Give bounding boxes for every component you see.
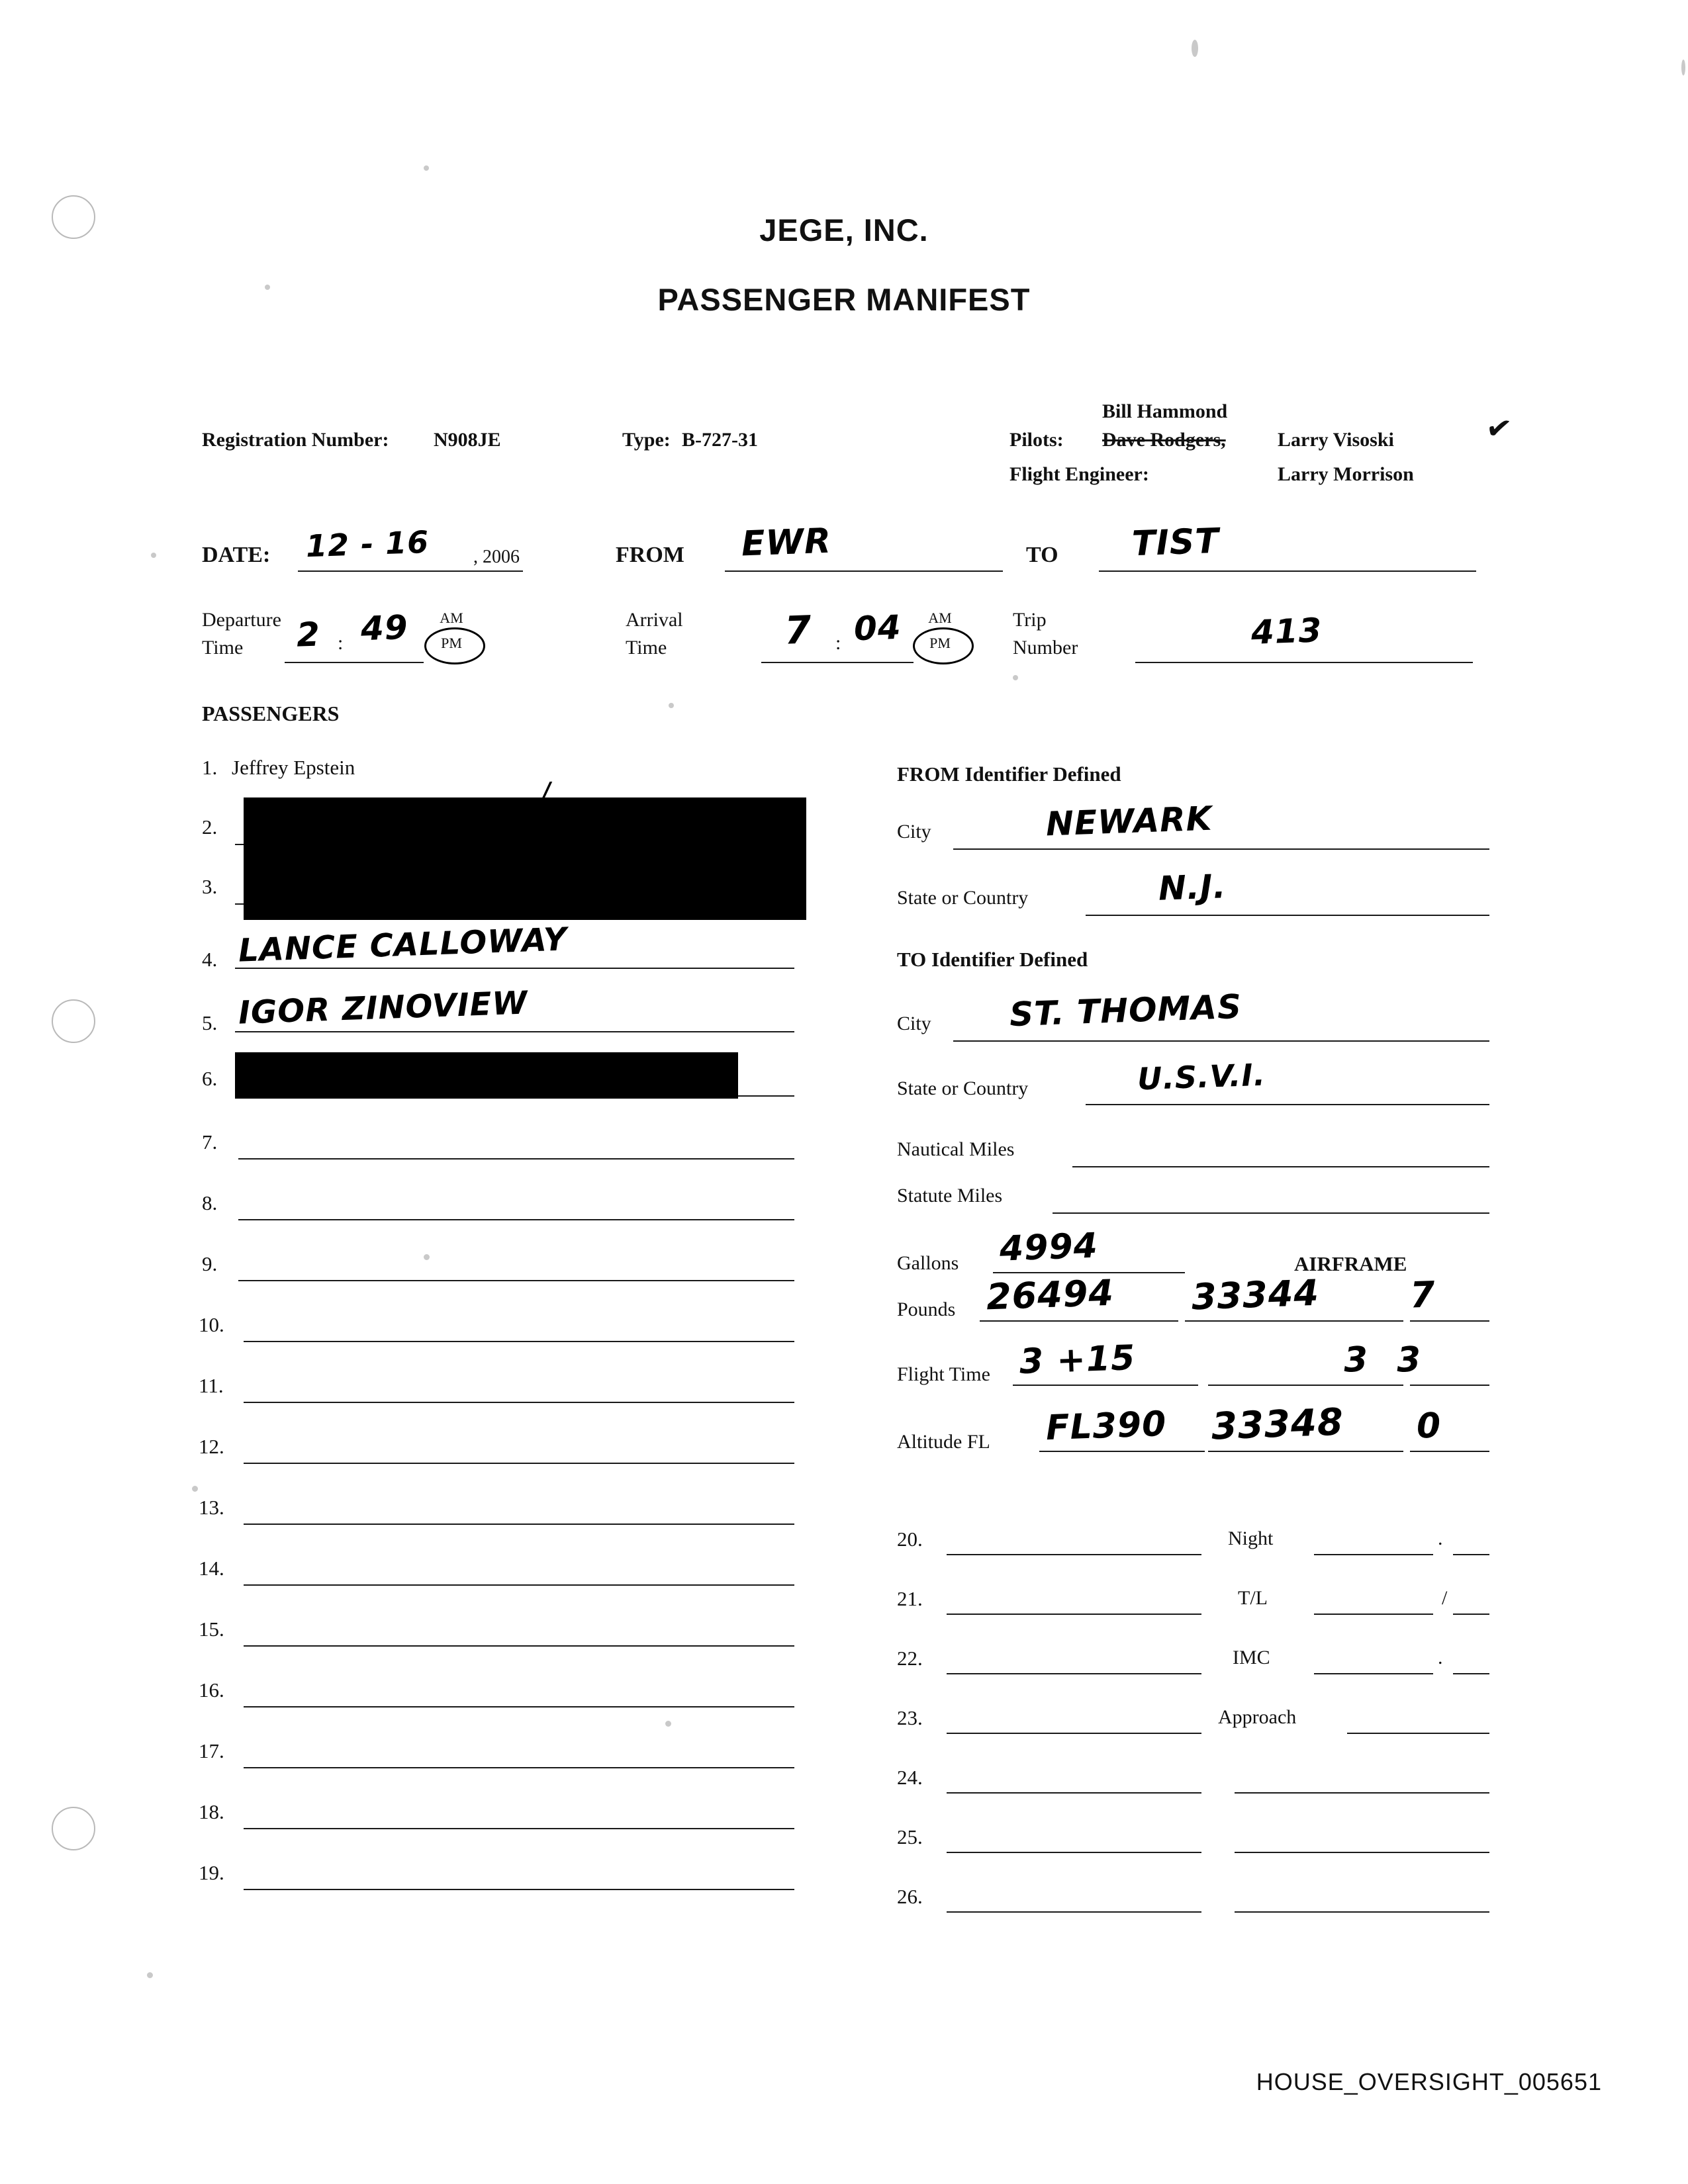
passenger-number: 8. [202, 1191, 218, 1214]
to-state-rule [1086, 1104, 1489, 1105]
date-value: 12 - 16 [305, 523, 430, 565]
pilots-label: Pilots: [1009, 429, 1064, 451]
passengers-heading: PASSENGERS [202, 702, 340, 725]
passenger-rule [238, 1280, 794, 1281]
passenger-name: IGOR ZINOVIEW [238, 984, 529, 1032]
hole-punch-middle [52, 999, 95, 1043]
pounds-airframe-dec-rule [1410, 1320, 1489, 1322]
passenger-rule-right [1235, 1792, 1489, 1794]
night-decimal-dot: . [1438, 1527, 1443, 1549]
statute-miles-rule [1053, 1212, 1489, 1214]
pilot-second-name: Larry Visoski [1278, 429, 1394, 451]
nautical-miles-label: Nautical Miles [897, 1138, 1015, 1160]
date-rule [298, 570, 523, 572]
scan-speck [424, 1254, 430, 1260]
departure-colon: : [338, 632, 344, 654]
tl-slash: / [1442, 1587, 1448, 1609]
passenger-rule [947, 1911, 1201, 1913]
to-city-label: City [897, 1013, 931, 1034]
flight-time-airframe-decimal: 3 [1395, 1340, 1423, 1381]
date-year: , 2006 [473, 547, 520, 567]
type-label: Type: [622, 429, 671, 451]
departure-label-line1: Departure [202, 609, 281, 631]
flight-time-value: 3 +15 [1019, 1338, 1137, 1383]
altitude-airframe-decimal: 0 [1415, 1406, 1442, 1447]
flight-engineer-label: Flight Engineer: [1009, 463, 1149, 485]
to-identifier-heading: TO Identifier Defined [897, 948, 1088, 971]
arrival-label-line1: Arrival [626, 609, 683, 631]
flight-time-rule [1013, 1385, 1198, 1386]
passenger-rule [947, 1792, 1201, 1794]
pilot-top-name: Bill Hammond [1102, 400, 1228, 422]
passenger-number: 18. [199, 1800, 224, 1823]
from-value: EWR [740, 521, 832, 565]
scan-speck [424, 165, 429, 171]
passenger-rule [235, 1031, 794, 1032]
scan-speck [147, 1972, 153, 1978]
passenger-number: 17. [199, 1739, 224, 1762]
scan-speck [151, 553, 156, 558]
redaction-block [244, 797, 806, 920]
arrival-rule [761, 662, 914, 663]
departure-am-label: AM [440, 610, 463, 626]
redaction-block [235, 1052, 738, 1099]
registration-label: Registration Number: [202, 429, 389, 451]
from-city-value: NEWARK [1045, 799, 1213, 844]
flight-time-airframe-dec-rule [1410, 1385, 1489, 1386]
flight-engineer-value: Larry Morrison [1278, 463, 1414, 485]
passenger-number: 19. [199, 1861, 224, 1884]
passenger-number: 7. [202, 1130, 218, 1154]
passenger-number: 10. [199, 1313, 224, 1336]
passenger-number: 3. [202, 875, 218, 898]
to-city-value: ST. THOMAS [1009, 987, 1243, 1034]
approach-rule [1347, 1733, 1489, 1734]
passenger-number: 2. [202, 815, 218, 839]
from-city-label: City [897, 821, 931, 842]
night-dec-rule [1453, 1554, 1489, 1555]
passenger-number: 14. [199, 1557, 224, 1580]
night-label: Night [1228, 1527, 1274, 1549]
trip-rule [1135, 662, 1473, 663]
passenger-number: 16. [199, 1678, 224, 1702]
altitude-value: FL390 [1045, 1404, 1168, 1449]
passenger-number: 22. [897, 1647, 923, 1670]
imc-rule [1314, 1673, 1433, 1674]
passenger-number: 13. [199, 1496, 224, 1519]
date-label: DATE: [202, 543, 271, 567]
from-city-rule [953, 848, 1489, 850]
passenger-rule [947, 1673, 1201, 1674]
passenger-number: 4. [202, 948, 218, 971]
arrival-pm-circle [913, 627, 974, 664]
altitude-airframe-value: 33348 [1210, 1400, 1344, 1449]
pounds-airframe-value: 33344 [1190, 1271, 1320, 1318]
arrival-pm-label: PM [929, 635, 951, 651]
pounds-airframe-decimal: 7 [1409, 1273, 1436, 1316]
gallons-value: 4994 [998, 1226, 1099, 1269]
passenger-name: Jeffrey Epstein [232, 756, 355, 779]
flight-time-label: Flight Time [897, 1363, 990, 1385]
passenger-rule [947, 1852, 1201, 1853]
passenger-rule [244, 1341, 794, 1342]
tl-label: T/L [1238, 1587, 1268, 1609]
passenger-number: 12. [199, 1435, 224, 1458]
passenger-rule [238, 1158, 794, 1160]
passenger-number: 15. [199, 1617, 224, 1641]
altitude-airframe-rule [1208, 1451, 1403, 1452]
passenger-number: 9. [202, 1252, 218, 1275]
departure-pm-label: PM [441, 635, 462, 651]
pounds-value: 26494 [985, 1271, 1115, 1318]
from-identifier-heading: FROM Identifier Defined [897, 762, 1121, 786]
to-rule [1099, 570, 1476, 572]
passenger-rule [235, 968, 794, 969]
tl-rule [1314, 1614, 1433, 1615]
arrival-minute: 04 [853, 608, 902, 649]
nautical-miles-rule [1072, 1166, 1489, 1167]
altitude-rule [1039, 1451, 1205, 1452]
passenger-rule [947, 1614, 1201, 1615]
from-label: FROM [616, 543, 684, 567]
arrival-label-line2: Time [626, 637, 667, 659]
from-state-rule [1086, 915, 1489, 916]
approach-label: Approach [1218, 1706, 1297, 1728]
passenger-number: 20. [897, 1527, 923, 1551]
stray-mark: / [542, 777, 553, 805]
scan-speck [665, 1721, 671, 1727]
scan-speck [1013, 675, 1018, 680]
passenger-rule [244, 1767, 794, 1768]
pounds-rule [980, 1320, 1178, 1322]
scan-speck [669, 703, 674, 708]
gallons-label: Gallons [897, 1252, 959, 1274]
document-footer-id: HOUSE_OVERSIGHT_005651 [1256, 2068, 1602, 2095]
passenger-rule [244, 1828, 794, 1829]
passenger-number: 23. [897, 1706, 923, 1729]
imc-label: IMC [1233, 1647, 1270, 1668]
passenger-rule [244, 1524, 794, 1525]
altitude-airframe-dec-rule [1410, 1451, 1489, 1452]
flight-time-airframe-value: 3 [1342, 1340, 1370, 1381]
to-value: TIST [1131, 521, 1220, 565]
scan-speck [1681, 60, 1685, 75]
passenger-rule [244, 1706, 794, 1707]
passenger-rule-right [1235, 1911, 1489, 1913]
trip-label-line2: Number [1013, 637, 1078, 659]
departure-hour: 2 [295, 615, 321, 655]
company-title: JEGE, INC. [759, 212, 929, 248]
passenger-rule [244, 1584, 794, 1586]
trip-label-line1: Trip [1013, 609, 1047, 631]
scan-speck [1192, 40, 1198, 57]
from-rule [725, 570, 1003, 572]
to-label: TO [1026, 543, 1058, 567]
passenger-number: 25. [897, 1825, 923, 1848]
passenger-rule [947, 1554, 1201, 1555]
airframe-label: AIRFRAME [1294, 1252, 1407, 1275]
passenger-rule [244, 1889, 794, 1890]
passenger-number: 1. [202, 756, 218, 779]
departure-minute: 49 [360, 608, 409, 649]
tl-second-rule [1453, 1614, 1489, 1615]
passenger-name: LANCE CALLOWAY [238, 921, 568, 970]
passenger-rule [244, 1463, 794, 1464]
to-state-label: State or Country [897, 1077, 1029, 1099]
from-state-value: N.J. [1158, 867, 1227, 908]
passenger-number: 11. [199, 1374, 224, 1397]
night-rule [1314, 1554, 1433, 1555]
passenger-number: 5. [202, 1011, 218, 1034]
hole-punch-bottom [52, 1807, 95, 1850]
pilot-struck-name: Dave Rodgers, [1102, 429, 1226, 451]
passenger-number: 6. [202, 1067, 218, 1090]
arrival-hour: 7 [783, 607, 813, 653]
registration-value: N908JE [434, 429, 501, 451]
imc-dec-rule [1453, 1673, 1489, 1674]
altitude-label: Altitude FL [897, 1431, 990, 1453]
flight-time-airframe-rule [1208, 1385, 1403, 1386]
passenger-rule [244, 1645, 794, 1647]
to-city-rule [953, 1040, 1489, 1042]
departure-pm-circle [424, 627, 485, 664]
from-state-label: State or Country [897, 887, 1029, 909]
imc-decimal-dot: . [1438, 1647, 1443, 1668]
pounds-airframe-rule [1185, 1320, 1403, 1322]
passenger-rule-right [1235, 1852, 1489, 1853]
type-value: B-727-31 [682, 429, 758, 451]
page-title: PASSENGER MANIFEST [657, 282, 1031, 317]
departure-rule [285, 662, 424, 663]
arrival-am-label: AM [928, 610, 952, 626]
passenger-rule [238, 1219, 794, 1220]
pounds-label: Pounds [897, 1298, 956, 1320]
passenger-rule [244, 1402, 794, 1403]
departure-label-line2: Time [202, 637, 244, 659]
passenger-number: 24. [897, 1766, 923, 1789]
to-state-value: U.S.V.I. [1137, 1056, 1266, 1097]
passenger-rule [947, 1733, 1201, 1734]
trip-value: 413 [1250, 611, 1323, 652]
passenger-number: 21. [897, 1587, 923, 1610]
passenger-number: 26. [897, 1885, 923, 1908]
arrival-colon: : [835, 632, 841, 654]
scan-speck [192, 1486, 198, 1492]
statute-miles-label: Statute Miles [897, 1185, 1003, 1206]
checkmark-icon: ✔ [1483, 408, 1515, 448]
